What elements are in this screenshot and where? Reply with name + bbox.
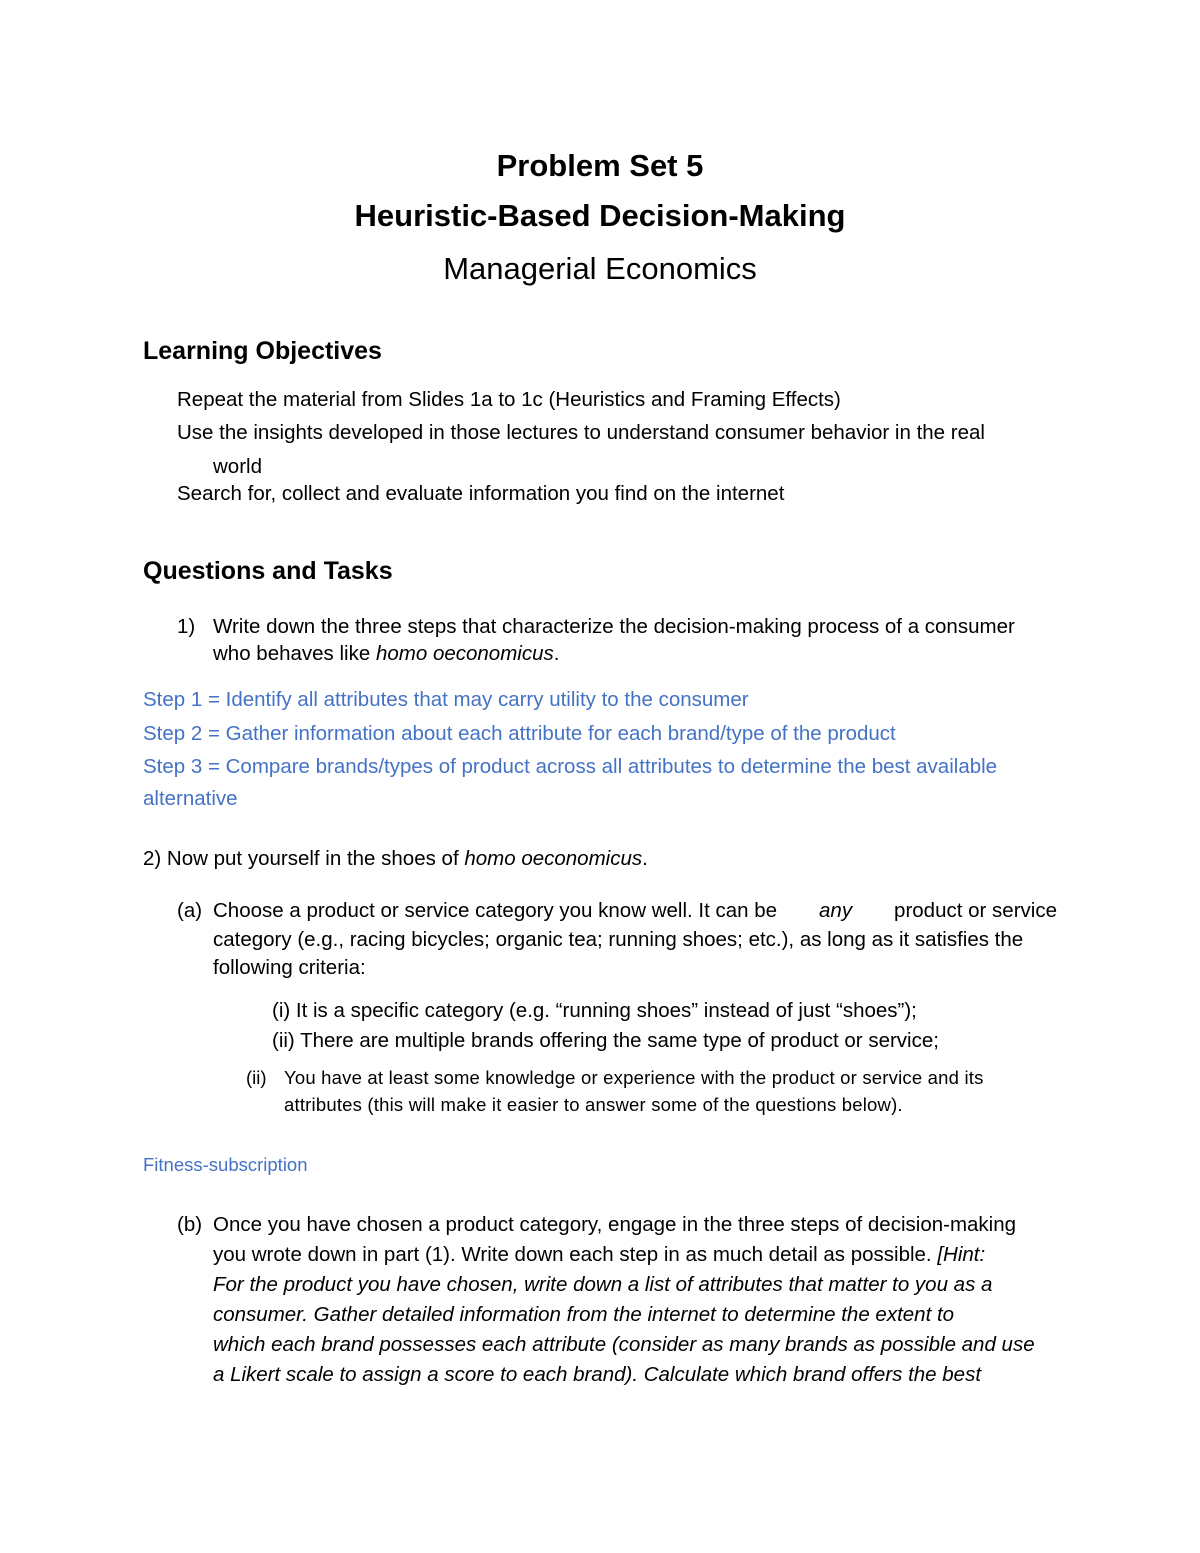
criterion-item: (ii) There are multiple brands offering the same type of product or service; [272,1029,939,1052]
answer-step-continuation: alternative [143,787,238,810]
question-2b-line [213,1303,954,1327]
answer-step: Step 3 = Compare brands/types of product across all attributes to determine the best available [143,755,998,778]
text-run: you wrote down in part (1). Write down each step in as much detail as possible. [213,1243,932,1266]
italic-term: homo oeconomicus [464,847,643,870]
learning-objectives-heading: Learning Objectives [143,337,382,365]
criterion-item-continuation: attributes (this will make it easier to answer some of the questions below). [284,1094,903,1115]
answer-step: Step 1 = Identify all attributes that may carry utility to the consumer [143,688,749,711]
text-run: . [642,847,648,870]
question-1-line [213,642,559,666]
question-2b-line [213,1243,985,1267]
hint-text: which each brand possesses each attribute (consider as many brands as possible and use [213,1333,1035,1356]
objective-item: Search for, collect and evaluate information you find on the internet [177,482,785,505]
objective-item-continuation: world [213,455,262,478]
document-subtitle: Heuristic-Based Decision-Making [354,198,846,233]
hint-text: consumer. Gather detailed information from the internet to determine the extent to [213,1303,955,1326]
course-name: Managerial Economics [443,251,757,286]
answer-step: Step 2 = Gather information about each attribute for each brand/type of the product [143,722,896,745]
question-2b-line [213,1333,1035,1357]
italic-term: any [819,899,853,922]
question-1-number: 1) [177,615,196,638]
questions-heading: Questions and Tasks [143,557,393,585]
question-2b-label: (b) [177,1213,203,1236]
answer-category: Fitness-subscription [143,1154,308,1175]
question-2b-line: Once you have chosen a product category, engage in the three steps of decision-making [213,1213,1017,1236]
question-2-intro [143,847,648,871]
text-run: . [553,642,560,665]
document-title: Problem Set 5 [496,148,704,183]
text-run: who behaves like [213,642,376,665]
criterion-item: (i) It is a specific category (e.g. “running shoes” instead of just “shoes”); [272,999,917,1022]
objective-item: Repeat the material from Slides 1a to 1c (Heuristics and Framing Effects) [177,388,841,411]
question-1-line: Write down the three steps that characterize the decision-making process of a consumer [213,615,1015,638]
text-run: product or service [894,899,1057,922]
question-2b-line [213,1273,992,1297]
question-2a-label: (a) [177,899,203,922]
italic-term: homo oeconomicus [375,642,554,665]
question-2a-line: category (e.g., racing bicycles; organic tea; running shoes; etc.), as long as it satisfies the [213,928,1024,951]
question-2a-line: following criteria: [213,956,366,979]
text-run: Choose a product or service category you know well. It can be [213,899,778,922]
italic-term: [Hint: [937,1243,986,1266]
text-run: 2) Now put yourself in the shoes of [143,847,465,870]
question-2b-line [213,1363,981,1387]
criterion-label: (ii) [246,1067,267,1088]
hint-text: For the product you have chosen, write down a list of attributes that matter to you as a [213,1273,993,1296]
objective-item: Use the insights developed in those lectures to understand consumer behavior in the real [177,421,985,444]
criterion-item: You have at least some knowledge or experience with the product or service and its [284,1067,984,1088]
hint-text: a Likert scale to assign a score to each brand). Calculate which brand offers the best [213,1363,982,1386]
question-2a-line [213,899,1057,923]
